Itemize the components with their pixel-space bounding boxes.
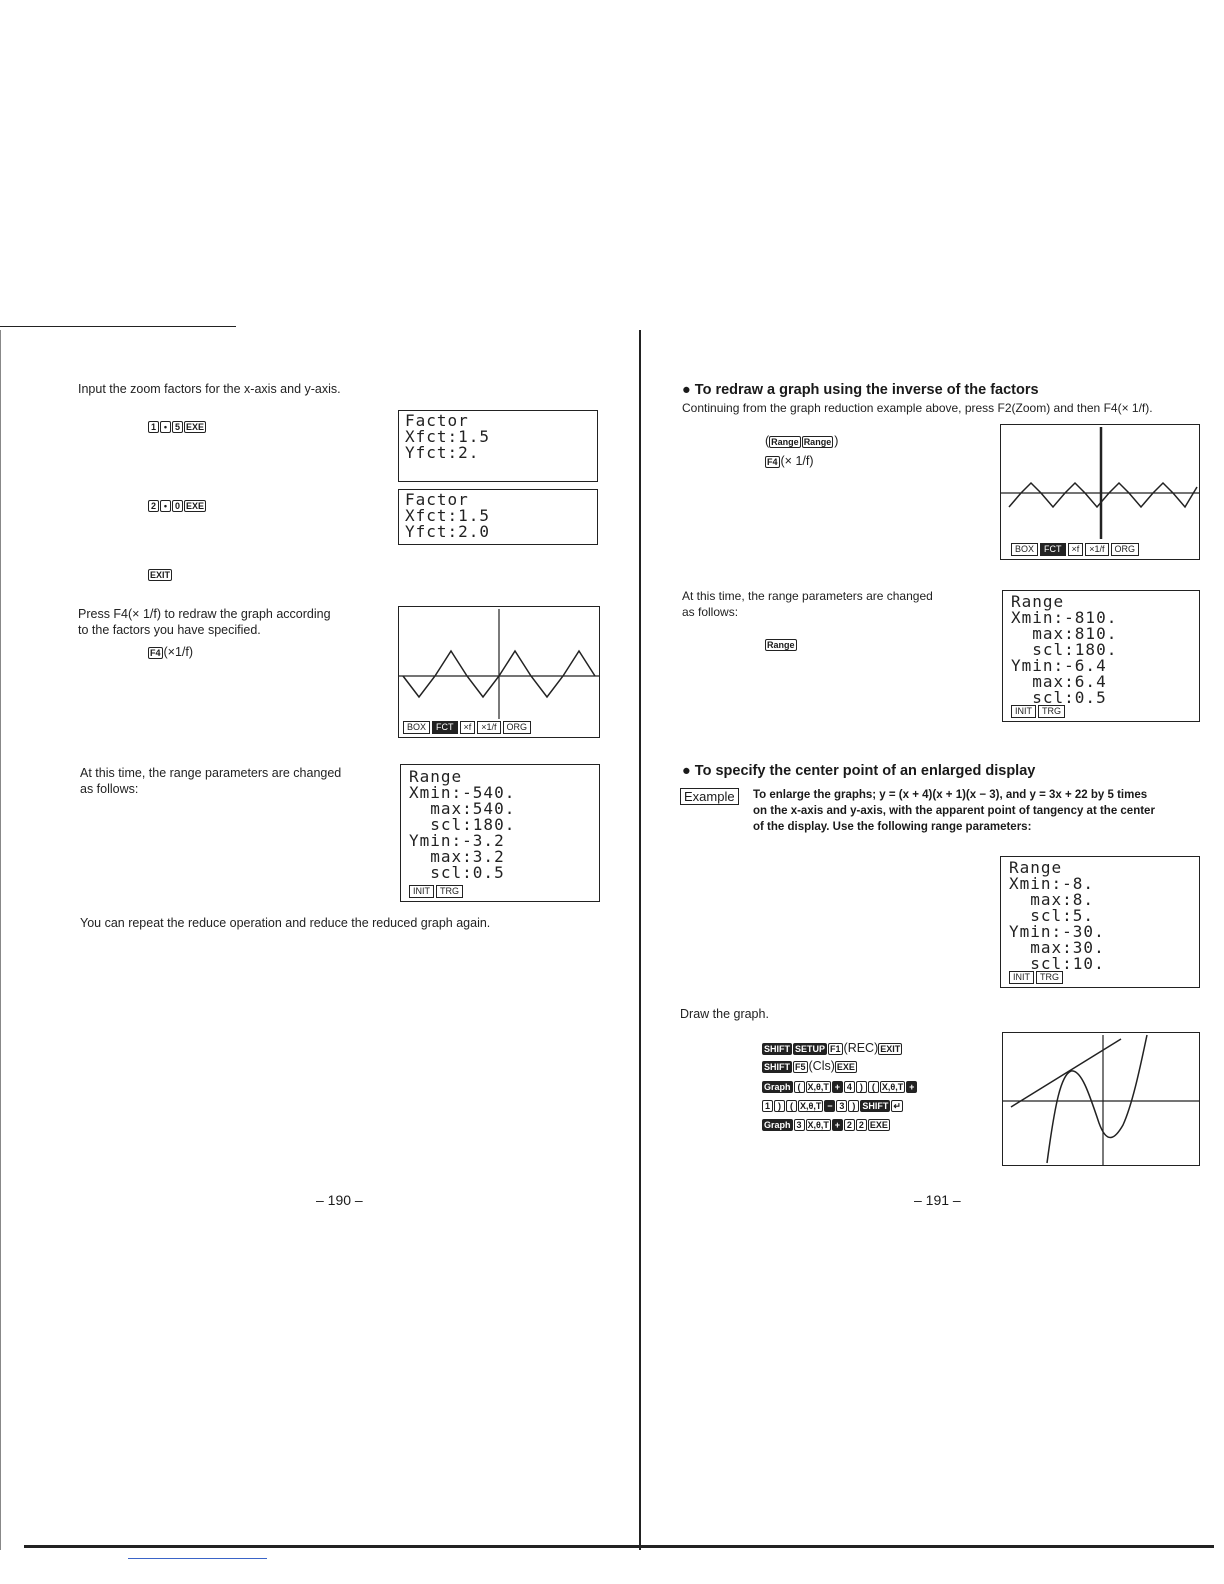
screen-line: Yfct:2.0 (405, 522, 491, 541)
screen-line: Range (409, 767, 463, 786)
seq-line-1 (762, 1040, 903, 1056)
key-graph[interactable]: Graph (764, 1119, 791, 1130)
seq-line-2 (762, 1058, 858, 1074)
key-plus[interactable]: + (832, 1081, 843, 1093)
continue-text: Continuing from the graph reduction example above, press F2(Zoom) and then F4(× 1/f). (682, 401, 1153, 415)
page-number-left: – 190 – (316, 1192, 363, 1208)
key-open-paren[interactable]: ( (868, 1081, 879, 1093)
fn-xf[interactable]: ×f (1068, 543, 1084, 556)
screen-line: Factor (405, 411, 469, 430)
rec-label: (REC) (843, 1041, 879, 1055)
range-function-bar (1009, 971, 1063, 984)
key-5[interactable]: 5 (172, 421, 183, 433)
range-intro-line2: as follows: (80, 782, 139, 796)
cls-label: (Cls) (808, 1059, 835, 1073)
screen-line: scl:180. (409, 815, 516, 834)
sine-curve (1009, 483, 1197, 507)
draw-text: Draw the graph. (680, 1007, 769, 1021)
key-dot[interactable]: • (160, 421, 171, 433)
step1-key-sequence (148, 418, 207, 433)
screen-line: Range (1011, 592, 1065, 611)
screen-line: Ymin:-3.2 (409, 831, 505, 850)
left-edge-rule (0, 330, 1, 1550)
range-intro-right-line1: At this time, the range parameters are changed (682, 589, 933, 603)
fn-x1f[interactable]: ×1/f (1085, 543, 1108, 556)
screen-line: max:810. (1011, 624, 1118, 643)
fn-org[interactable]: ORG (1111, 543, 1140, 556)
example-line3: of the display. Use the following range parameters: (753, 821, 1032, 833)
top-left-rule (0, 326, 236, 327)
screen-line: Ymin:-30. (1009, 922, 1105, 941)
screen-line: max:8. (1009, 890, 1095, 909)
screen-line: scl:5. (1009, 906, 1095, 925)
tangent-line (1011, 1039, 1121, 1107)
key-graph[interactable]: Graph (764, 1081, 791, 1092)
fn-x1f[interactable]: ×1/f (477, 721, 500, 734)
key-minus[interactable]: − (824, 1100, 835, 1112)
range-keys-row: ( Range Range ) (765, 434, 839, 448)
key-plus[interactable]: + (906, 1081, 917, 1093)
key-range[interactable]: Range (803, 436, 832, 447)
range-intro-right-line2: as follows: (682, 605, 739, 619)
key-f4[interactable]: F4 (767, 456, 778, 467)
key-2[interactable]: 2 (856, 1119, 867, 1131)
screen-line: Xmin:-810. (1011, 608, 1118, 627)
fn-init[interactable]: INIT (409, 885, 434, 898)
example-label: Example (680, 788, 739, 805)
key-1[interactable]: 1 (148, 421, 159, 433)
key-range[interactable]: Range (767, 639, 795, 650)
step2-key-sequence (148, 497, 207, 512)
key-plus[interactable]: + (832, 1119, 843, 1131)
range-screen-example (1000, 856, 1200, 988)
screen-line: max:540. (409, 799, 516, 818)
screen-line: Yfct:2. (405, 443, 480, 462)
key-xthetat[interactable]: X,θ,T (807, 1119, 829, 1130)
screen-line: Xfct:1.5 (405, 506, 491, 525)
key-dot[interactable]: • (160, 500, 171, 512)
key-f4-label: (×1/f) (163, 645, 194, 659)
key-f5[interactable]: F5 (795, 1061, 806, 1072)
key-shift[interactable]: SHIFT (764, 1061, 790, 1072)
exit-key-row (148, 566, 173, 581)
press-text-line1: Press F4(× 1/f) to redraw the graph according (78, 607, 331, 621)
press-key-row (148, 644, 193, 660)
fn-init[interactable]: INIT (1011, 705, 1036, 718)
key-xthetat[interactable]: X,θ,T (800, 1100, 822, 1111)
screen-line: max:30. (1009, 938, 1105, 957)
range-function-bar (1011, 705, 1065, 718)
key-close-paren[interactable]: ) (856, 1081, 867, 1093)
fn-trg[interactable]: TRG (1038, 705, 1065, 718)
screen-line: Range (1009, 858, 1063, 877)
key-exit[interactable]: EXIT (880, 1043, 901, 1054)
key-f1[interactable]: F1 (830, 1043, 841, 1054)
key-exe[interactable]: EXE (186, 500, 205, 511)
screen-line: scl:180. (1011, 640, 1118, 659)
key-exe[interactable]: EXE (869, 1119, 888, 1130)
screen-line: scl:0.5 (409, 863, 505, 882)
fn-box[interactable]: BOX (1011, 543, 1038, 556)
key-2[interactable]: 2 (148, 500, 159, 512)
screen-line: max:3.2 (409, 847, 505, 866)
bottom-rule (24, 1545, 1214, 1548)
screen-line: Ymin:-6.4 (1011, 656, 1107, 675)
cubic-tangent-graph (1003, 1033, 1199, 1165)
key-2[interactable]: 2 (844, 1119, 855, 1131)
example-line1: To enlarge the graphs; y = (x + 4)(x + 1)(x − 3), and y = 3x + 22 by 5 times (753, 789, 1148, 801)
intro-text: Input the zoom factors for the x-axis and y-axis. (78, 382, 341, 396)
key-f4[interactable]: F4 (150, 647, 161, 658)
fn-fct[interactable]: FCT (1040, 543, 1066, 556)
heading-inverse-factors: ● To redraw a graph using the inverse of the factors (682, 382, 1039, 398)
key-exe[interactable]: EXE (186, 421, 205, 432)
footer-link-rule (128, 1558, 267, 1559)
key-shift[interactable]: SHIFT (764, 1043, 790, 1054)
center-divider (639, 330, 641, 1550)
fn-fct[interactable]: FCT (432, 721, 458, 734)
fn-box[interactable]: BOX (403, 721, 430, 734)
fn-init[interactable]: INIT (1009, 971, 1034, 984)
fn-trg[interactable]: TRG (436, 885, 463, 898)
key-setup[interactable]: SETUP (795, 1043, 826, 1054)
range-screen-right (1002, 590, 1200, 722)
example-line2: on the x-axis and y-axis, with the apparent point of tangency at the center (753, 805, 1155, 817)
key-open-paren[interactable]: ( (794, 1081, 805, 1093)
graph-screen-left (398, 606, 600, 738)
seq-line-5 (762, 1116, 891, 1131)
heading-center-point: ● To specify the center point of an enlarged display (682, 763, 1036, 779)
function-bar (403, 721, 531, 734)
function-bar (1011, 543, 1139, 556)
key-0[interactable]: 0 (172, 500, 183, 512)
range-screen-left (400, 764, 600, 902)
screen-line: Xfct:1.5 (405, 427, 491, 446)
key-3[interactable]: 3 (836, 1100, 847, 1112)
key-open-paren[interactable]: ( (786, 1100, 797, 1112)
key-exe[interactable]: EXE (836, 1061, 855, 1072)
seq-line-4 (762, 1097, 904, 1112)
fn-org[interactable]: ORG (503, 721, 532, 734)
factor-screen-2 (398, 489, 598, 545)
press-text-line2: to the factors you have specified. (78, 623, 261, 637)
repeat-text: You can repeat the reduce operation and reduce the reduced graph again. (80, 916, 491, 930)
sine-graph-right (1001, 425, 1199, 539)
screen-line: Factor (405, 490, 469, 509)
screen-line: scl:0.5 (1011, 688, 1107, 707)
factor-screen-1 (398, 410, 598, 482)
key-4[interactable]: 4 (844, 1081, 855, 1093)
sine-graph-left (399, 607, 599, 719)
key-exit[interactable]: EXIT (150, 569, 171, 580)
fn-trg[interactable]: TRG (1036, 971, 1063, 984)
range-key-single (765, 636, 798, 651)
key-return[interactable]: ↵ (893, 1100, 901, 1111)
key-shift[interactable]: SHIFT (862, 1100, 889, 1111)
key-close-paren[interactable]: ) (848, 1100, 859, 1112)
key-range[interactable]: Range (771, 436, 799, 447)
f4-key-row (765, 453, 814, 469)
screen-line: Xmin:-540. (409, 783, 516, 802)
key-1[interactable]: 1 (762, 1100, 773, 1112)
screen-line: Xmin:-8. (1009, 874, 1095, 893)
graph-screen-cubic (1002, 1032, 1200, 1166)
key-xthetat[interactable]: X,θ,T (807, 1081, 829, 1092)
key-3[interactable]: 3 (794, 1119, 805, 1131)
fn-xf[interactable]: ×f (460, 721, 476, 734)
screen-line: scl:10. (1009, 954, 1105, 973)
seq-line-3 (762, 1078, 918, 1093)
screen-line: max:6.4 (1011, 672, 1107, 691)
key-f4-label: (× 1/f) (780, 454, 814, 468)
key-close-paren[interactable]: ) (774, 1100, 785, 1112)
range-intro-line1: At this time, the range parameters are changed (80, 766, 342, 780)
page-number-right: – 191 – (914, 1192, 961, 1208)
range-function-bar (409, 885, 463, 898)
key-xthetat[interactable]: X,θ,T (881, 1081, 904, 1092)
graph-screen-right (1000, 424, 1200, 560)
